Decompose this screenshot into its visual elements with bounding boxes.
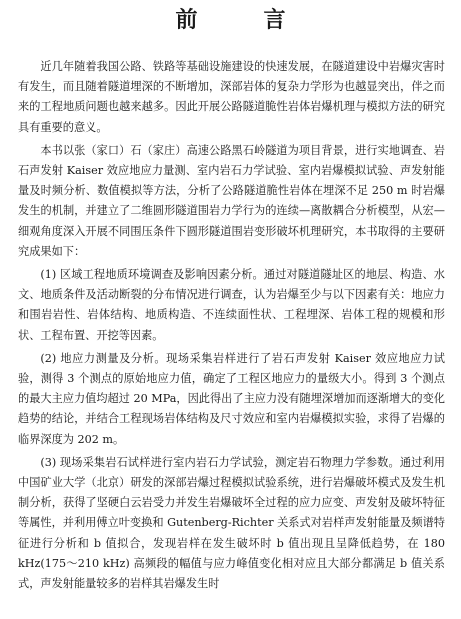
paragraph-result-1: (1) 区域工程地质环境调查及影响因素分析。通过对隧道隧址区的地层、构造、水文、地质条件及活动断裂的分布情况进行调查，认为岩爆至少与以下因素有关：地应力和围岩岩性、岩体结构、地质构造、不连续面性状、工程埋深、岩体工程的规模和形状、工程布置、开挖等因素。 [18,268,445,342]
body-text [18,57,445,594]
paragraph-intro: 近几年随着我国公路、铁路等基础设施建设的快速发展，在隧道建设中岩爆灾害时有发生，而且随着隧道埋深的不断增加，深部岩体的复杂力学形为也越显突出，伴之而来的工程地质问题也越来越多。因此开展公路隧道脆性岩体岩爆机理与模拟方法的研究具有重要的意义。 [18,60,445,134]
paragraph-result-3: (3) 现场采集岩石试样进行室内岩石力学试验，测定岩石物理力学参数。通过利用中国矿业大学（北京）研发的深部岩爆过程模拟试验系统，进行岩爆破坏模式及发生机制分析，获得了坚硬白云岩受力并发生岩爆破坏全过程的应力应变、声发射及破坏特征等属性，并利用傅立叶变换和 Gutenberg-Richter 关系式对岩样声发射能量及频谱特征进行分析和 b 值拟合，发现岩样在发生破坏时 b 值出现且呈降低趋势，在 180 kHz(175～210 kHz) 高频段的幅值与应力峰值变化相对应且大部分都满足 b 值关系式，声发射能量较多的岩样其岩爆发生时 [18,455,445,591]
page-title: 前 言 [175,8,308,33]
paragraph-scope: 本书以张（家口）石（家庄）高速公路黑石岭隧道为项目背景，进行实地调查、岩石声发射 Kaiser 效应地应力量测、室内岩石力学试验、室内岩爆模拟试验、声发射能量及时频分析、数值模拟等方法，分析了公路隧道脆性岩体在埋深不足 250 m 时岩爆发生的机制，并建立了二维圆形隧道围岩力学行为的连续—离散耦合分析模型，从宏—细观角度深入开展不同围压条件下圆形隧道围岩变形破坏机理研究，本书取得的主要研究成果如下： [18,143,445,258]
paragraph-result-2: (2) 地应力测量及分析。现场采集岩样进行了岩石声发射 Kaiser 效应地应力试验，测得 3 个测点的原始地应力值，确定了工程区地应力的量级大小。得到 3 个测点的最大主应力值均超过 20 MPa，因此得出了主应力没有随埋深增加而逐渐增大的变化趋势的结论，并结合工程现场岩体结构及尺寸效应和室内岩爆模拟实验，求得了岩爆的临界深度为 202 m。 [18,351,445,446]
